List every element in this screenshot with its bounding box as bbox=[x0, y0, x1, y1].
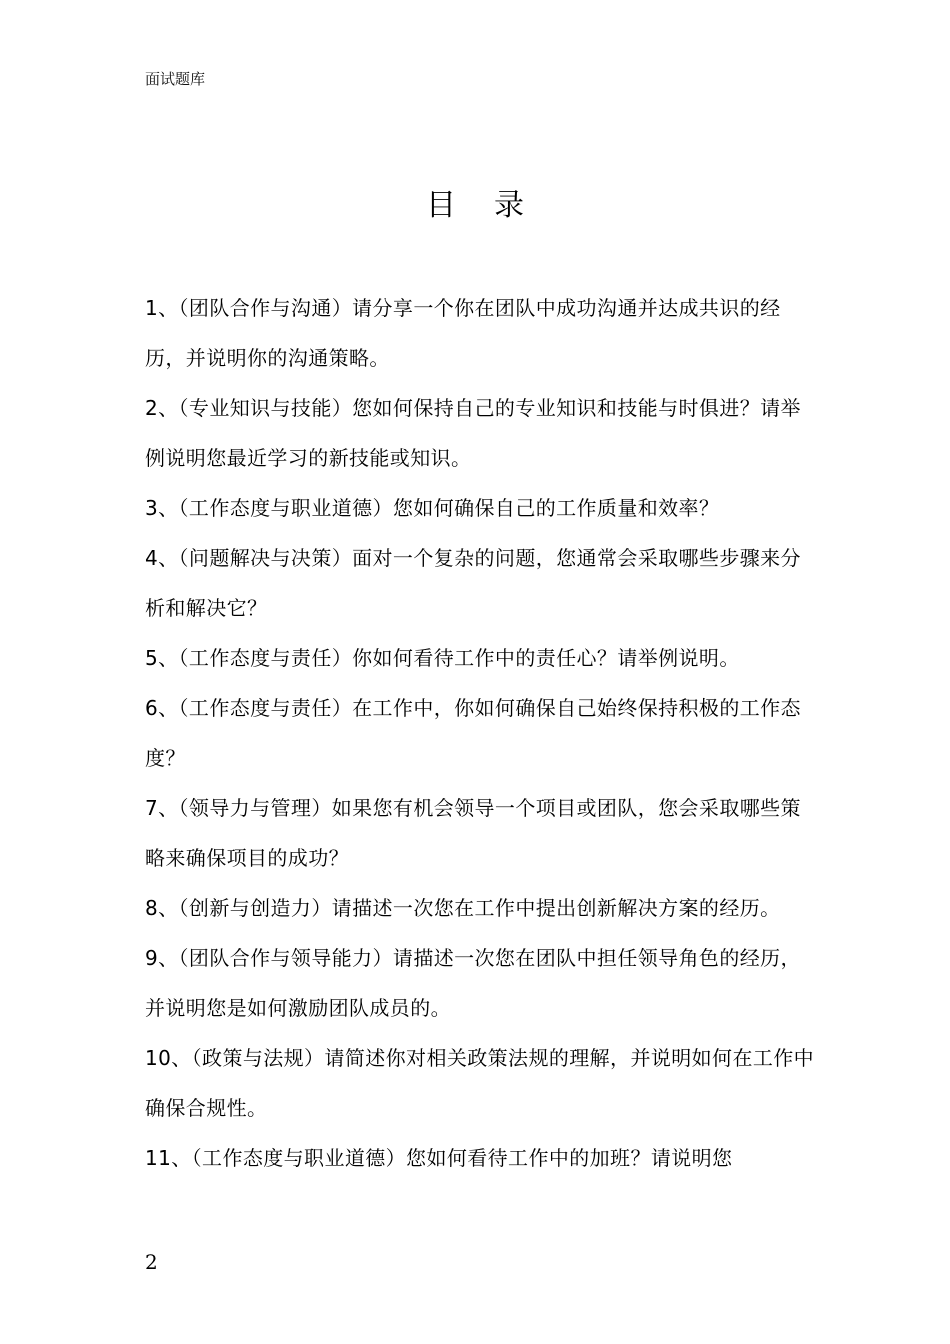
toc-item-8: 8、（创新与创造力）请描述一次您在工作中提出创新解决方案的经历。 bbox=[145, 896, 781, 920]
toc-item-7: 7、（领导力与管理）如果您有机会领导一个项目或团队，您会采取哪些策略来确保项目的成功？ bbox=[145, 796, 801, 870]
toc-item-9: 9、（团队合作与领导能力）请描述一次您在团队中担任领导角色的经历，并说明您是如何激励团队成员的。 bbox=[145, 946, 801, 1020]
page-number: 2 bbox=[145, 1250, 158, 1274]
page-header: 面试题库 bbox=[145, 70, 206, 88]
toc-item-5: 5、（工作态度与责任）你如何看待工作中的责任心？请举例说明。 bbox=[145, 646, 740, 670]
toc-item-2: 2、（专业知识与技能）您如何保持自己的专业知识和技能与时俱进？请举例说明您最近学习的新技能或知识。 bbox=[145, 396, 801, 470]
toc-item-10: 10、（政策与法规）请简述你对相关政策法规的理解，并说明如何在工作中确保合规性。 bbox=[145, 1046, 815, 1120]
toc-item-4: 4、（问题解决与决策）面对一个复杂的问题，您通常会采取哪些步骤来分析和解决它？ bbox=[145, 546, 801, 620]
toc-item-6: 6、（工作态度与责任）在工作中，你如何确保自己始终保持积极的工作态度？ bbox=[145, 696, 801, 770]
page-title: 目录 bbox=[426, 188, 562, 223]
toc-item-1: 1、（团队合作与沟通）请分享一个你在团队中成功沟通并达成共识的经历，并说明你的沟通策略。 bbox=[145, 296, 781, 370]
toc-item-3: 3、（工作态度与职业道德）您如何确保自己的工作质量和效率？ bbox=[145, 496, 720, 520]
table-of-contents bbox=[145, 283, 815, 1183]
toc-item-11: 11、（工作态度与职业道德）您如何看待工作中的加班？请说明您 bbox=[145, 1146, 733, 1170]
